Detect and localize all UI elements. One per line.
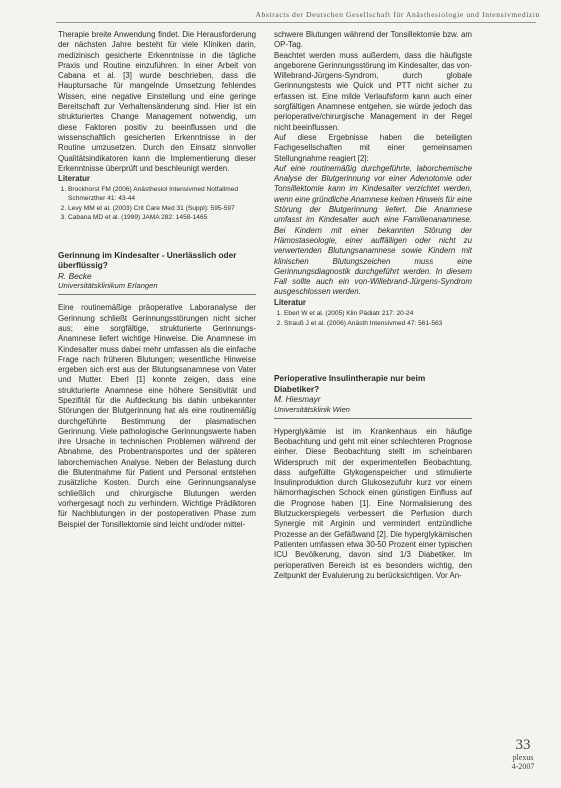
header-rule bbox=[56, 22, 536, 23]
left-column bbox=[58, 30, 256, 530]
journal-name: plexus bbox=[512, 753, 534, 762]
reference-item: 3. Cabana MD et al. (1999) JAMA 282: 1458-1465 bbox=[68, 214, 256, 223]
section-title: Perioperative Insulintherapie nur beim Diabetiker? bbox=[274, 373, 426, 394]
paragraph: schwere Blutungen während der Tonsillektomie bzw. am OP-Tag. bbox=[274, 30, 472, 50]
reference-item: 1. Brockhorst FM (2006) Anästhesiol Intensivmed Notfallmed Schmerzther 41: 43-44 bbox=[68, 186, 256, 203]
section-author: M. Hiesmayr bbox=[274, 394, 321, 405]
right-column bbox=[274, 30, 472, 581]
body-paragraph: Eine routinemäßige präoperative Laboranalyse der Gerinnung schließt Gerinnungsstörungen nicht sicher aus; eine sorgfältige, strukturierte Gerinnungs-Anamnese liefert wichtige Hinweise. Die Anamnese im Kindesalter muss dabei mehr umfassen als die einfache Frage nach früheren Blutungen; wesentliche Hinweise ergeben sich erst aus der Blutungsanamnese von Vater und Mutter. Eberl [1] konnte zeigen, dass eine strukturierte Anamnese eine höhere Sensitivität und Spezifität für die Aufdeckung bis dahin unbekannter Störungen der Blutgerinnung hat als eine routinemäßig durchgeführte Bestimmung der plasmatischen Gerinnung. Viele pathologische Gerinnungswerte haben ihre Ursache in technischen Problemen während der Abnahme, des Probentransportes und der späteren laborchemischen Analyse. Neben der Belastung durch die Blutentnahme für Patient und Personal entstehen zusätzliche Kosten. Durch eine Gerinnungsanalyse schließlich und chirurgische Blutungen werden vorhergesagt noch zu verhindern. Wichtige Prädiktoren für Nachblutungen in der postoperativen Phase zum Beispiel der Tonsillektomie sind leicht und/oder mittel- bbox=[58, 303, 256, 529]
recommendation-paragraph: Auf eine routinemäßig durchgeführte, laborchemische Analyse der Blutgerinnung vor einer Adenotomie oder Tonsillektomie kann im Kindesalter verzichtet werden, wenn eine gründliche Anamnese keinen Hinweis für eine Störung der Blutgerinnung liefert. Die Anamnese umfasst im Kindesalter auch eine Familienanamnese. Bei Kindern mit einer bekannten Störung der Hämostaseologie, einer auffälligen oder nicht zu verwertenden Blutungsanamnese sowie Kindern mit klinischen Blutungszeichen muss eine Gerinnungsdiagnostik durchgeführt werden. In diesem Fall sollte auch ein von-Willebrand-Jürgens-Syndrom ausgeschlossen werden. bbox=[274, 163, 472, 297]
body-paragraph: Hyperglykämie ist im Krankenhaus ein häufige Beobachtung und geht mit einer schlechteren Prognose einher. Diese Beobachtung stellt im scheinbaren Widerspruch mit der experimentellen Beobachtung, dass aufgefüllte Glykogenspeicher und stimulierte Insulinproduktion durch Glukosezufuhr kurz vor einem hämorrhagischen Schock einen günstigen Einfluss auf die Prognose haben [1]. Eine Normalisierung des Blutzuckerspiegels verbessert die Perfusion durch Synergie mit Arginin und vermindert entzündliche Prozesse an der Gefäßwand [2]. Die hyperglykämischen Patienten umfassen etwa 30-50 Prozent einer typischen ICU Bevölkerung, davon sind 1/3 Diabetiker. Im perioperativen Bereich ist es besonders wichtig, den Zeitpunkt der Evaluierung zu berücksichtigen. Vor An- bbox=[274, 426, 472, 580]
literature-heading: Literatur bbox=[274, 297, 307, 307]
section-divider bbox=[58, 294, 256, 295]
section-title: Gerinnung im Kindesalter - Unerlässlich oder überflüssig? bbox=[58, 249, 237, 271]
page-number: 33 bbox=[515, 737, 531, 753]
reference-item: 2. Strauß J et al. (2006) Anästh Intensivmed 47: 561-563 bbox=[284, 320, 472, 329]
reference-item: 1. Eberl W et al. (2005) Klin Pädiatr 217: 20-24 bbox=[284, 310, 472, 319]
paragraph: Beachtet werden muss außerdem, dass die häufigste angeborene Gerinnungsstörung im Kindesalter, das von-Willebrand-Jürgens-Syndrom, durch globale Gerinnungstests wie Quick und PTT nicht sicher zu erfassen ist. Eine milde Verlaufsform kann auch einer sorgfältigen Anamnese entgehen, sie würde jedoch das perioperative/chirurgische Management in der Regel nicht beeinflussen. bbox=[274, 50, 472, 132]
section-institution: Universitätsklinik Wien bbox=[274, 404, 350, 414]
intro-paragraph: Therapie breite Anwendung findet. Die Herausforderung der nächsten Jahre besteht für viele Kliniken darin, medizinisch gesicherte Erkenntnisse in die tägliche Praxis und Routine einzuführen. In einer Arbeit von Cabana et al. [3] wurde beschrieben, dass die Hauptursache für mangelnde Umsetzung fehlendes Wissen, eine negative Einstellung und eine geringe Bereitschaft zur Verhaltensänderung sind. Hier ist ein strukturiertes Change Management notwendig, um diese Faktoren positiv zu beeinflussen und die wissenschaftlich gesicherten Erkenntnisse in der Routine umzusetzen. Durch den Einsatz sinnvoller Qualitätsindikatoren kann die Implementierung dieser Erkenntnisse überprüft und beschleunigt werden. bbox=[58, 30, 256, 173]
reference-item: 2. Levy MM et al. (2003) Crit Care Med 31 (Suppl): 595-597 bbox=[68, 205, 256, 214]
literature-heading: Literatur bbox=[58, 174, 91, 184]
section-institution: Universitätsklinikum Erlangen bbox=[58, 281, 158, 291]
reference-list bbox=[58, 186, 256, 222]
section-author: R. Becke bbox=[58, 270, 92, 281]
running-header: Abstracts der Deutschen Gesellschaft für Anästhesiologie und Intensivmedizin bbox=[255, 10, 540, 19]
section-divider bbox=[274, 418, 472, 419]
paragraph: Auf diese Ergebnisse haben die beteiligten Fachgesellschaften mit einer gemeinsamen Stellungnahme reagiert [2]: bbox=[274, 132, 472, 163]
journal-issue: 4-2007 bbox=[511, 762, 535, 771]
reference-list bbox=[274, 310, 472, 328]
page-footer bbox=[498, 737, 548, 771]
